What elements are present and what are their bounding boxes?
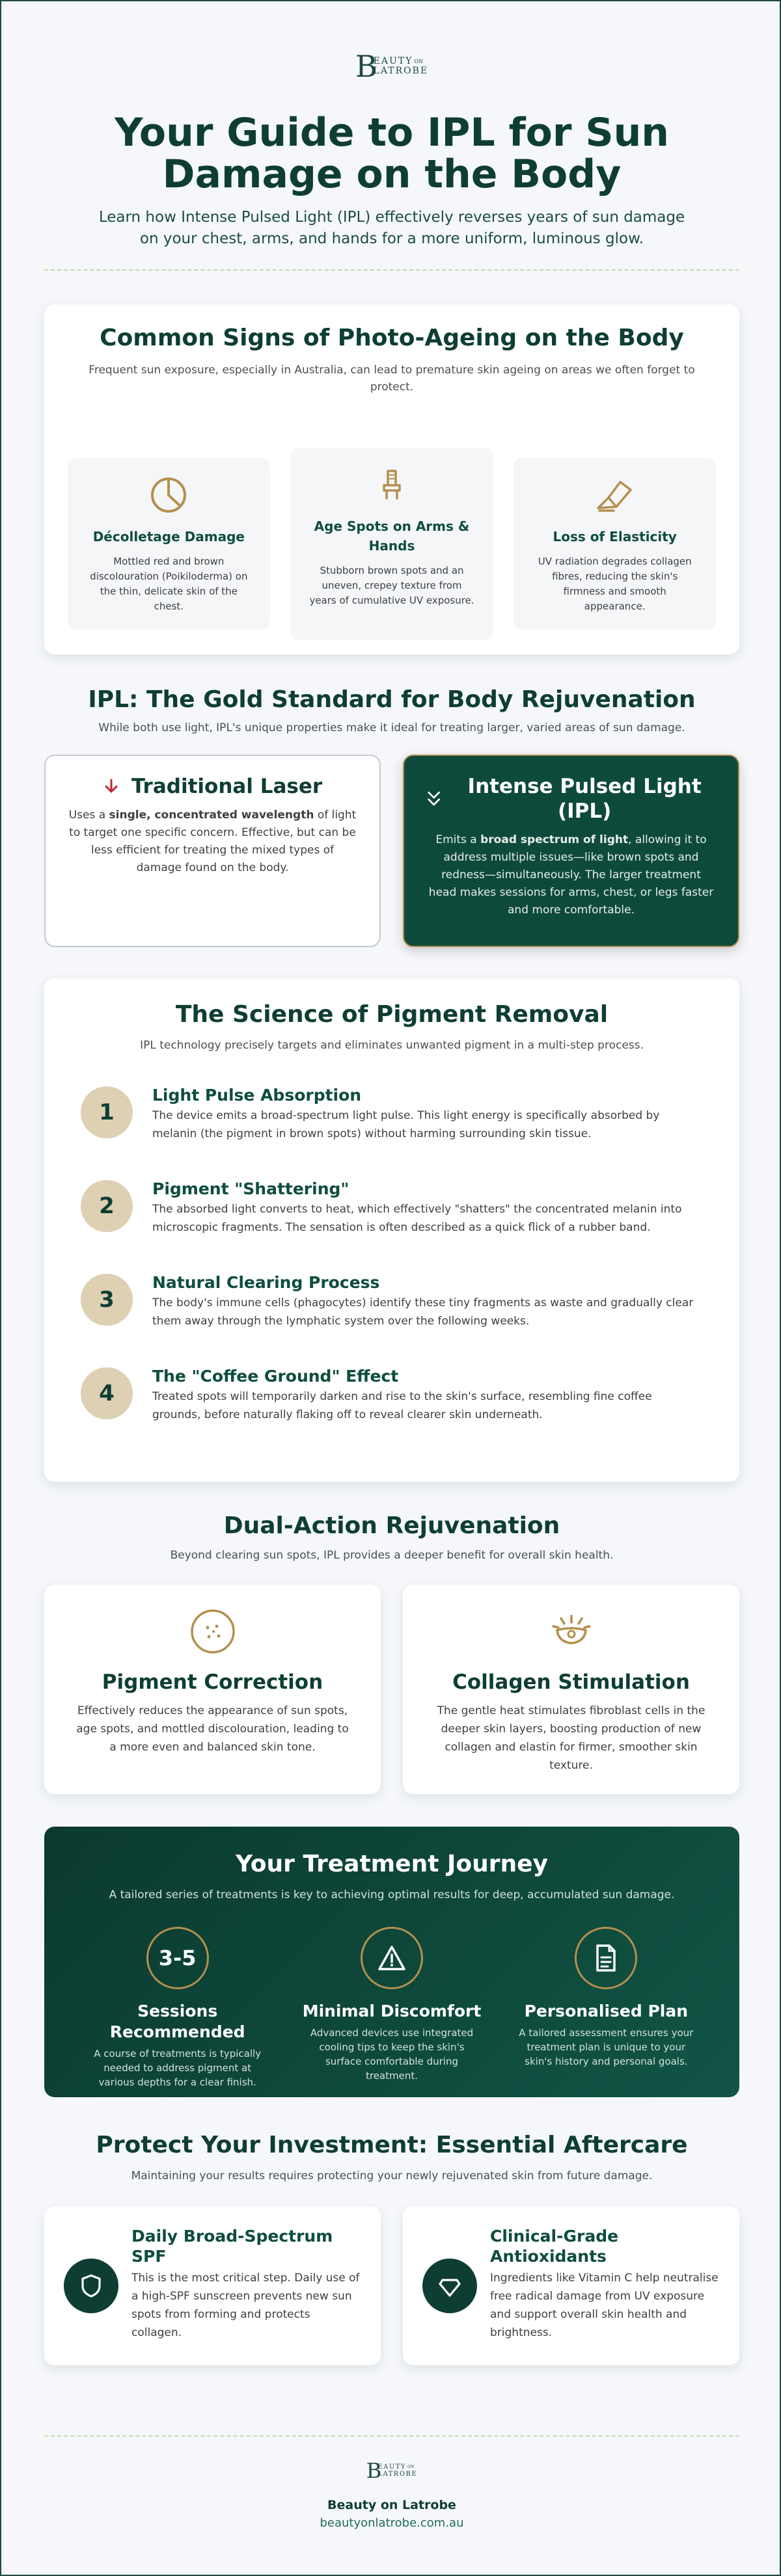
aftercare-item-title: Daily Broad-Spectrum SPF (131, 2227, 333, 2266)
dual-item-title: Collagen Stimulation (452, 1670, 690, 1694)
ipl-card (403, 755, 739, 947)
journey-item-title: Minimal Discomfort (302, 2002, 482, 2020)
science-section (44, 978, 739, 1482)
step-item (81, 1367, 703, 1424)
logo-line1 (377, 2463, 417, 2471)
sign-text: Stubborn brown spots and an uneven, crepey texture from years of cumulative UV exposure. (309, 565, 474, 606)
treatment-journey-section (44, 1827, 739, 2097)
step-title: The "Coffee Ground" Effect (152, 1367, 399, 1386)
dual-subtitle: Beyond clearing sun spots, IPL provides a deeper benefit for overall skin health. (170, 1549, 614, 1562)
journey-item-text: A course of treatments is typically needed to address pigment at various depths for a clear finish. (94, 2048, 262, 2088)
dual-grid (44, 1585, 739, 1794)
journey-title: Your Treatment Journey (235, 1851, 548, 1877)
aftercare-title: Protect Your Investment: Essential Aftercare (96, 2132, 688, 2158)
ipl-text-bold: broad spectrum of light (480, 833, 629, 846)
collagen-stimulation-card (403, 1585, 739, 1794)
step-text: The absorbed light converts to heat, which effectively "shatters" the concentrated melanin into microscopic fragments. The sensation is often described as a quick flick of a rubber band. (152, 1203, 682, 1234)
step-title: Light Pulse Absorption (152, 1086, 362, 1105)
ipl-header (426, 774, 716, 824)
signs-title: Common Signs of Photo-Ageing on the Body (100, 325, 684, 351)
journey-item-text: Advanced devices use integrated cooling tips to keep the skin's surface comfortable during treatment. (310, 2027, 474, 2082)
shield-icon (64, 2259, 118, 2313)
step-body (152, 1085, 703, 1143)
journey-grid (70, 1927, 713, 2089)
laser-text-post: of light to target one specific concern. Effective, but can be less efficient for treating the mixed types of damage found on the body. (69, 809, 357, 874)
sign-title: Age Spots on Arms & Hands (314, 518, 470, 554)
aftercare-subtitle: Maintaining your results requires protecting your newly rejuvenated skin from future damage. (131, 2169, 653, 2182)
step-text: Treated spots will temporarily darken and rise to the skin's surface, resembling fine coffee grounds, before naturally flaking off to reveal clearer skin underneath. (152, 1390, 652, 1421)
signs-grid (68, 448, 716, 640)
gold-standard-section (44, 686, 739, 947)
sessions-badge: 3-5 (146, 1927, 209, 1989)
step-number: 4 (81, 1367, 133, 1419)
footer-logo[interactable] (44, 2460, 739, 2481)
sign-text: Mottled red and brown discolouration (Poikiloderma) on the thin, delicate skin of the chest. (90, 556, 248, 612)
laser-text-pre: Uses a (68, 809, 109, 822)
laser-header (68, 774, 357, 799)
sparkle-bowl-icon (548, 1608, 595, 1655)
step-body (152, 1179, 703, 1237)
step-number: 3 (81, 1274, 133, 1326)
page-intro: Learn how Intense Pulsed Light (IPL) effectively reverses years of sun damage on your chest, arms, and hands for a more uniform, luminous glow. (98, 209, 685, 247)
science-subtitle: IPL technology precisely targets and eliminates unwanted pigment in a multi-step process. (140, 1039, 644, 1052)
sign-title: Loss of Elasticity (553, 529, 677, 544)
laser-card (44, 755, 381, 947)
steps-list (81, 1086, 703, 1424)
laser-title: Traditional Laser (131, 775, 323, 798)
brand-logo[interactable] (44, 1, 739, 85)
step-title: Natural Clearing Process (152, 1273, 380, 1292)
dual-action-section (44, 1512, 739, 1794)
document-icon (575, 1927, 637, 1989)
journey-subtitle: A tailored series of treatments is key to achieving optimal results for deep, accumulated sun damage. (109, 1888, 675, 1901)
aftercare-section (44, 2131, 739, 2365)
eraser-icon (528, 474, 702, 517)
aftercare-item-text: Ingredients like Vitamin C help neutralise free radical damage from UV exposure and support overall skin health and brightness. (490, 2272, 719, 2339)
footer-website-link[interactable]: beautyonlatrobe.com.au (320, 2516, 464, 2530)
dual-item-text: Effectively reduces the appearance of sun spots, age spots, and mottled discolouration, leading to a more even and balanced skin tone. (76, 1704, 349, 1754)
ipl-text-pre: Emits a (435, 833, 481, 846)
spf-card (44, 2207, 381, 2365)
laser-text (68, 807, 357, 877)
arrow-down-icon (103, 778, 120, 795)
journey-item (70, 1927, 284, 2089)
logo-word2: LATROBE (373, 66, 429, 76)
logo-word2: LATROBE (377, 2471, 418, 2478)
double-chevron-down-icon (426, 789, 441, 809)
journey-item-title: Sessions Recommended (109, 2002, 245, 2041)
logo-words (374, 57, 429, 76)
step-item (81, 1086, 703, 1180)
footer-brand-name: Beauty on Latrobe (327, 2498, 456, 2512)
chart-pie-icon (82, 474, 256, 517)
dual-item-title: Pigment Correction (102, 1670, 323, 1694)
dual-item-text: The gentle heat stimulates fibroblast cells in the deeper skin layers, boosting production of new collagen and elastin for firmer, smoother skin texture. (437, 1704, 706, 1772)
aftercare-item-text: This is the most critical step. Daily use of a high-SPF sunscreen prevents new sun spots from forming and protects collagen. (131, 2272, 360, 2339)
sign-card-age-spots (291, 448, 493, 640)
sign-title: Décolletage Damage (92, 529, 245, 544)
sign-card-elasticity (514, 458, 716, 630)
step-number: 1 (81, 1086, 133, 1138)
aftercare-grid (44, 2207, 739, 2365)
journey-item-text: A tailored assessment ensures your treatment plan is unique to your skin's history and personal goals. (519, 2027, 694, 2067)
pigment-correction-card (44, 1585, 381, 1794)
cookie-icon (189, 1608, 236, 1655)
logo-word1: EAUTY (377, 2463, 407, 2471)
sign-text: UV radiation degrades collagen fibres, reducing the skin's firmness and smooth appearance. (538, 556, 692, 612)
ipl-text-post: , allowing it to address multiple issues—like brown spots and redness—simultaneously. The larger treatment head makes sessions for arms, chest, or legs faster and more comfortable. (428, 833, 714, 917)
footer (44, 2437, 739, 2530)
science-title: The Science of Pigment Removal (175, 1001, 609, 1028)
gold-title: IPL: The Gold Standard for Body Rejuvenation (88, 686, 696, 713)
page (1, 1, 781, 2575)
logo-word1: EAUTY (373, 56, 413, 66)
logo-mark (355, 49, 429, 84)
gold-subtitle: While both use light, IPL's unique properties make it ideal for treating larger, varied areas of sun damage. (98, 721, 685, 734)
warning-icon (361, 1927, 423, 1989)
logo-on: ON (407, 2465, 415, 2469)
journey-item-title: Personalised Plan (524, 2002, 689, 2020)
aftercare-item-title: Clinical-Grade Antioxidants (490, 2227, 619, 2266)
signs-subtitle: Frequent sun exposure, especially in Australia, can lead to premature skin ageing on areas we often forget to protect. (89, 364, 695, 394)
logo-line1 (374, 57, 429, 66)
divider (44, 269, 739, 271)
hand-icon (305, 463, 479, 506)
signs-section (44, 304, 739, 654)
journey-item (499, 1927, 713, 2089)
logo-letter: B (355, 49, 377, 84)
page-title: Your Guide to IPL for Sun Damage on the Body (114, 110, 670, 197)
step-body (152, 1272, 703, 1330)
logo-on: ON (414, 59, 423, 64)
antioxidants-body (490, 2226, 721, 2342)
step-item (81, 1180, 703, 1274)
step-title: Pigment "Shattering" (152, 1179, 349, 1198)
dual-title: Dual-Action Rejuvenation (223, 1512, 560, 1539)
spf-body (131, 2226, 363, 2342)
step-item (81, 1274, 703, 1367)
step-text: The body's immune cells (phagocytes) identify these tiny fragments as waste and gradually clear them away through the lymphatic system over the following weeks. (152, 1296, 694, 1328)
journey-item (284, 1927, 499, 2089)
diamond-icon (422, 2259, 477, 2313)
ipl-title: Intense Pulsed Light (IPL) (467, 775, 702, 823)
antioxidants-card (403, 2207, 739, 2365)
logo-letter: B (366, 2458, 382, 2483)
sign-card-decolletage (68, 458, 270, 630)
step-text: The device emits a broad-spectrum light pulse. This light energy is specifically absorbed by melanin (the pigment in brown spots) without harming surrounding skin tissue. (152, 1109, 660, 1140)
laser-text-bold: single, concentrated wavelength (109, 809, 314, 822)
step-number: 2 (81, 1180, 133, 1232)
step-body (152, 1366, 703, 1424)
comparison-grid (44, 755, 739, 947)
logo-words (377, 2463, 417, 2478)
ipl-text (426, 831, 716, 919)
footer-logo-mark (366, 2460, 417, 2481)
